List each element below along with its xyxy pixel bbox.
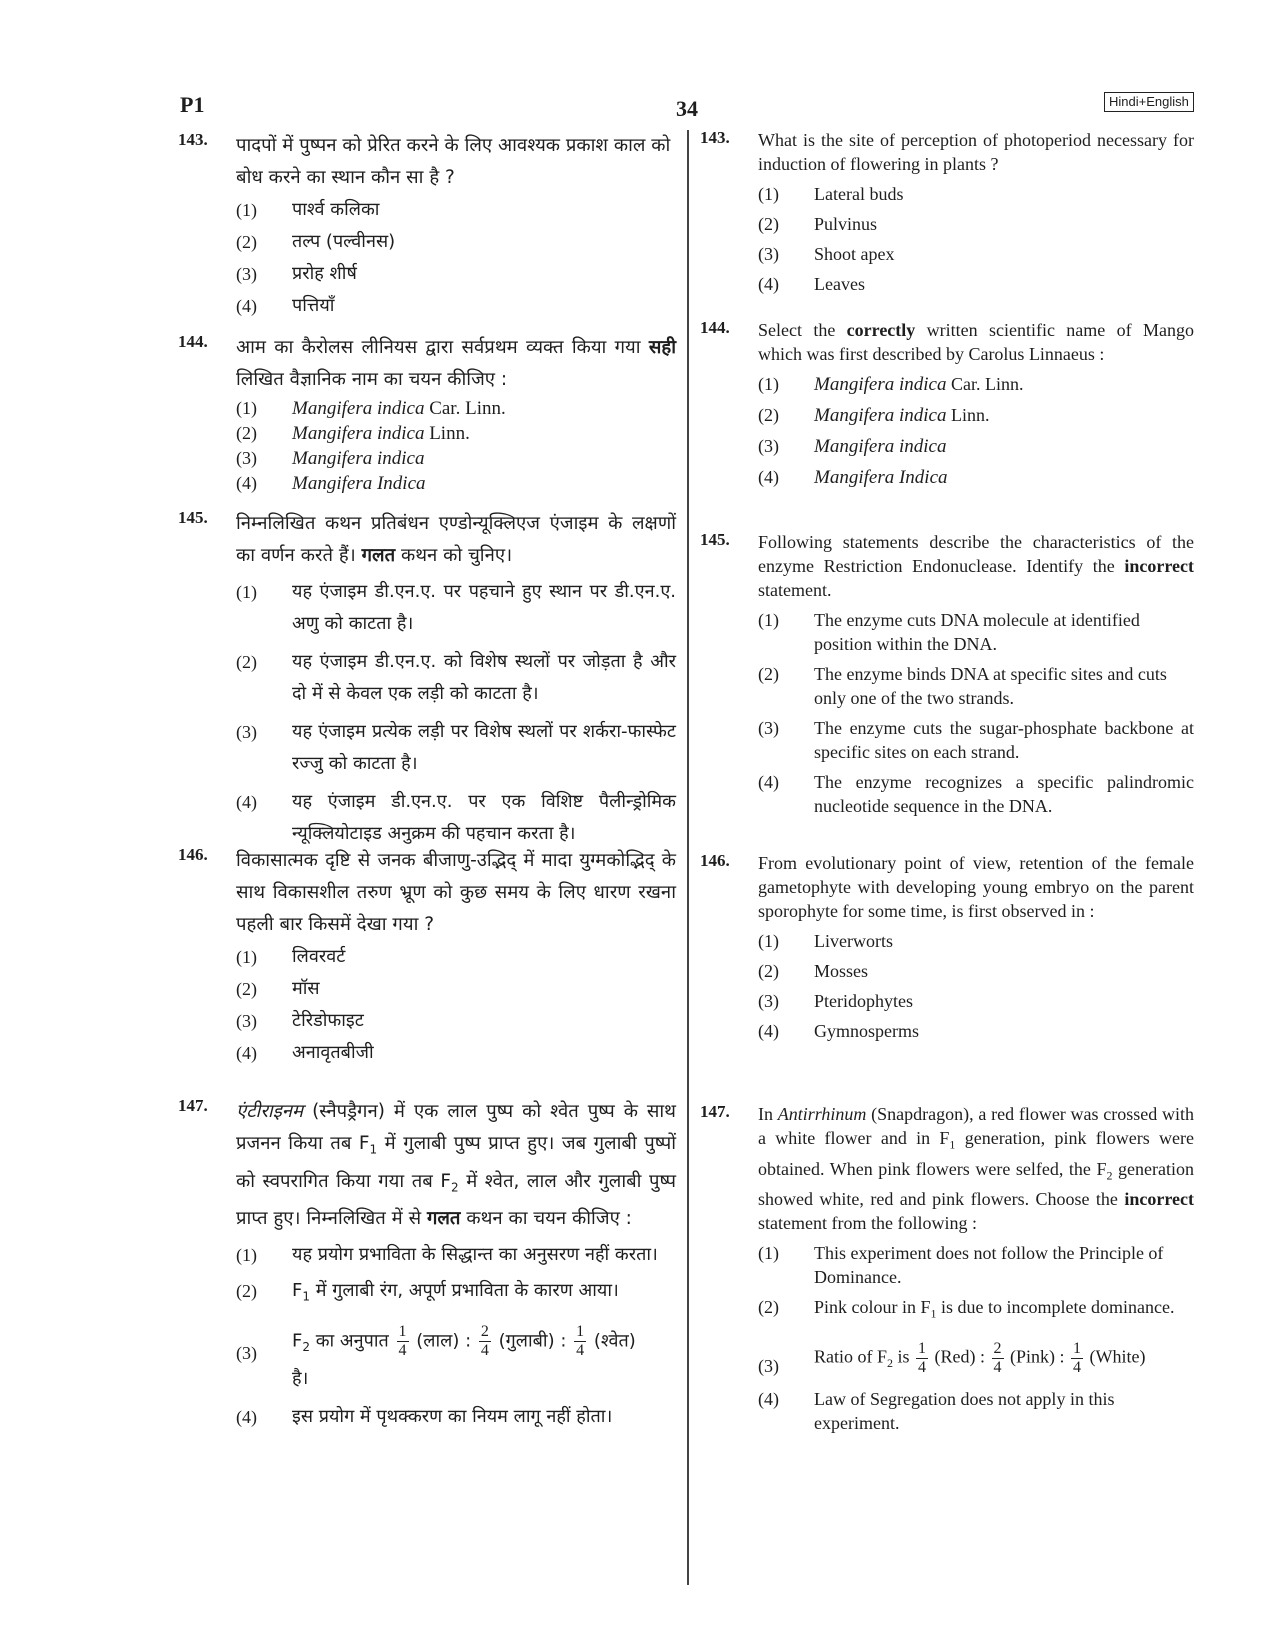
option-label: (3) <box>236 264 257 284</box>
text-part: F <box>292 1280 303 1302</box>
scientific-name: Mangifera indica <box>292 448 425 469</box>
option-text: Mosses <box>814 961 869 981</box>
option-label: (4) <box>758 274 779 294</box>
option-1 <box>178 941 676 973</box>
question-number: 146. <box>700 851 730 870</box>
question-text: From evolutionary point of view, retention of the female gametophyte with developing young embryo on the parent sporophyte for some time, is first observed in : <box>758 853 1194 921</box>
text-part: (White) <box>1085 1346 1146 1367</box>
subscript: 1 <box>369 1142 378 1157</box>
question-number: 146. <box>178 845 208 864</box>
question-number: 144. <box>178 332 208 351</box>
option-2 <box>178 1275 676 1313</box>
option-text: पार्श्व कलिका <box>292 199 380 220</box>
question-number: 147. <box>700 1102 730 1121</box>
option-1 <box>700 608 1194 656</box>
option-text: Linn. <box>946 405 990 425</box>
text-part: निम्नलिखित कथन प्रतिबंधन एण्डोन्यूक्लिएज एंजाइम के लक्षणों का वर्णन करते हैं। <box>236 513 676 566</box>
option-text: यह एंजाइम डी.एन.ए. पर एक विशिष्ट पैलीन्ड्रोमिक न्यूक्लियोटाइड अनुक्रम की पहचान करता है। <box>292 791 676 844</box>
option-label: (4) <box>236 473 257 493</box>
scientific-name: Mangifera indica <box>292 423 425 444</box>
scientific-name: Mangifera Indica <box>814 467 948 488</box>
option-label: (2) <box>758 664 779 684</box>
option-text: यह एंजाइम डी.एन.ए. को विशेष स्थलों पर जोड़ता है और दो में से केवल एक लड़ी को काटता है। <box>292 651 676 704</box>
option-label: (3) <box>758 991 779 1011</box>
option-2 <box>700 212 1194 236</box>
option-text: पत्तियाँ <box>292 295 335 316</box>
question-143-english <box>700 128 1194 296</box>
option-4 <box>178 1401 676 1433</box>
question-text <box>758 318 1194 366</box>
question-text <box>236 332 676 396</box>
option-label: (1) <box>758 1243 779 1264</box>
option-label: (2) <box>758 405 779 425</box>
subscript: 1 <box>930 1306 937 1321</box>
option-2 <box>700 959 1194 983</box>
fraction-one-fourth: $\frac{1}{4}$ <box>576 1322 585 1359</box>
option-text: Gymnosperms <box>814 1021 919 1041</box>
keyword: गलत <box>426 1208 461 1230</box>
text-part: (श्वेत) <box>588 1330 636 1352</box>
option-3 <box>178 1323 676 1395</box>
text-part: (लाल) : <box>410 1330 477 1352</box>
option-label: (3) <box>758 244 779 264</box>
text-part: (Red) : <box>930 1346 990 1367</box>
option-label: (3) <box>758 436 779 456</box>
text-part: में श्वेत, लाल और गुलाबी पुष्प प्राप्त हुए। निम्नलिखित में से <box>236 1170 676 1230</box>
text-part: (Pink) : <box>1005 1346 1070 1367</box>
question-146-hindi <box>178 845 676 1069</box>
option-label: (2) <box>758 1297 779 1318</box>
option-4 <box>178 786 676 850</box>
scientific-name: Mangifera indica <box>814 405 947 426</box>
option-4 <box>700 272 1194 296</box>
option-text: मॉस <box>292 978 320 999</box>
scientific-name: Antirrhinum <box>777 1104 867 1124</box>
column-divider <box>687 130 689 1585</box>
subscript: 2 <box>1106 1168 1113 1183</box>
question-text: What is the site of perception of photoperiod necessary for induction of flowering in plants ? <box>758 130 1194 174</box>
option-text: The enzyme cuts the sugar-phosphate backbone at specific sites on each strand. <box>814 718 1194 762</box>
option-text: Leaves <box>814 274 865 294</box>
option-label: (4) <box>236 1407 257 1428</box>
option-1 <box>700 182 1194 206</box>
keyword: सही <box>648 337 676 358</box>
scientific-name: एंटीराइनम <box>236 1101 304 1122</box>
question-number: 143. <box>700 128 730 147</box>
option-label: (4) <box>236 792 257 812</box>
option-4 <box>178 471 676 496</box>
option-1 <box>700 1241 1194 1289</box>
text-part: Pink colour in F <box>814 1297 931 1318</box>
language-badge: Hindi+English <box>1104 92 1194 112</box>
option-text: Pulvinus <box>814 214 878 234</box>
text-part: आम का कैरोलस लीनियस द्वारा सर्वप्रथम व्यक्त किया गया <box>236 337 649 358</box>
text-part: कथन का चयन कीजिए : <box>460 1208 632 1230</box>
option-3 <box>178 446 676 471</box>
option-text: टेरिडोफाइट <box>292 1010 364 1031</box>
option-text: इस प्रयोग में पृथक्करण का नियम लागू नहीं होता। <box>292 1406 613 1428</box>
option-label: (1) <box>236 947 257 967</box>
scientific-name: Mangifera indica <box>814 436 947 457</box>
option-label: (3) <box>758 718 779 738</box>
option-2 <box>700 403 1194 428</box>
option-label: (4) <box>758 1021 779 1041</box>
option-label: (2) <box>236 979 257 999</box>
option-label: (1) <box>758 931 779 951</box>
option-label: (4) <box>758 772 779 792</box>
question-147-hindi <box>178 1096 676 1433</box>
question-number: 144. <box>700 318 730 337</box>
option-text: The enzyme recognizes a specific palindromic nucleotide sequence in the DNA. <box>814 772 1194 816</box>
question-147-english <box>700 1102 1194 1435</box>
option-text: Pteridophytes <box>814 991 913 1011</box>
question-number: 145. <box>178 508 208 527</box>
text-part: statement. <box>758 580 832 600</box>
option-text: This experiment does not follow the Principle of Dominance. <box>814 1243 1164 1288</box>
text-part: Following statements describe the characteristics of the enzyme Restriction Endonuclease. Identify the <box>758 532 1194 576</box>
option-2 <box>178 973 676 1005</box>
option-3 <box>700 1340 1194 1377</box>
text-part: generation, pink flowers were obtained. When pink flowers were selfed, the F <box>758 1128 1195 1179</box>
option-label: (4) <box>236 1043 257 1063</box>
option-1 <box>178 1239 676 1271</box>
option-label: (3) <box>236 448 257 468</box>
fraction-one-fourth: $\frac{1}{4}$ <box>398 1322 407 1359</box>
question-145-hindi <box>178 508 676 850</box>
text-part: में गुलाबी रंग, अपूर्ण प्रभाविता के कारण आया। <box>310 1280 619 1302</box>
subscript: 1 <box>302 1289 310 1304</box>
text-part: (गुलाबी) : <box>492 1330 573 1352</box>
subscript: 2 <box>302 1340 310 1355</box>
question-number: 143. <box>178 130 208 149</box>
option-1 <box>178 396 676 421</box>
option-2 <box>700 1295 1194 1326</box>
option-text: अनावृतबीजी <box>292 1042 374 1063</box>
option-3 <box>178 716 676 780</box>
option-label: (1) <box>758 610 779 630</box>
keyword: incorrect <box>1124 1189 1194 1210</box>
question-146-english <box>700 851 1194 1043</box>
option-label: (2) <box>236 1281 257 1302</box>
option-4 <box>700 465 1194 490</box>
question-text <box>758 1102 1194 1235</box>
text-part: में गुलाबी पुष्प प्राप्त हुए। जब गुलाबी पुष्पों को स्वपरागित किया गया तब F <box>236 1133 676 1192</box>
option-text: Linn. <box>424 423 470 444</box>
option-label: (3) <box>758 1355 779 1376</box>
text-part: generation showed white, red and pink flowers. Choose the <box>758 1158 1194 1210</box>
option-text: Car. Linn. <box>424 398 506 419</box>
text-part: written scientific name of Mango which was first described by Carolus Linnaeus : <box>758 320 1194 364</box>
option-text: तल्प (पल्वीनस) <box>292 231 396 252</box>
question-number: 145. <box>700 530 730 549</box>
text-part: है। <box>292 1368 309 1390</box>
question-text <box>236 1096 676 1235</box>
option-label: (2) <box>236 423 257 443</box>
option-label: (1) <box>236 582 257 602</box>
option-label: (1) <box>758 184 779 204</box>
option-text: Shoot apex <box>814 244 895 264</box>
scientific-name: Mangifera Indica <box>292 473 426 494</box>
question-text <box>758 530 1194 602</box>
option-label: (2) <box>236 232 257 252</box>
page-number: 34 <box>676 96 698 121</box>
option-label: (3) <box>236 1011 257 1031</box>
option-2 <box>700 662 1194 710</box>
option-label: (1) <box>236 1245 257 1266</box>
keyword: correctly <box>846 320 916 340</box>
option-4 <box>700 1387 1194 1435</box>
option-text: The enzyme cuts DNA molecule at identified position within the DNA. <box>814 610 1140 654</box>
option-1 <box>700 372 1194 397</box>
option-4 <box>178 290 676 322</box>
fraction-two-fourth: $\frac{2}{4}$ <box>993 1339 1002 1376</box>
option-4 <box>178 1037 676 1069</box>
option-label: (1) <box>236 398 257 418</box>
text-part: (Snapdragon), a red flower was crossed with a white flower and in F <box>758 1104 1194 1148</box>
option-text: लिवरवर्ट <box>292 946 346 967</box>
option-4 <box>700 1019 1194 1043</box>
option-3 <box>700 434 1194 459</box>
option-label: (4) <box>758 1388 779 1409</box>
option-text: Law of Segregation does not apply in this experiment. <box>814 1388 1115 1433</box>
text-part: का अनुपात <box>310 1330 395 1352</box>
option-text: यह एंजाइम प्रत्येक लड़ी पर विशेष स्थलों पर शर्करा-फास्फेट रज्जु को काटता है। <box>292 721 676 774</box>
option-text: प्ररोह शीर्ष <box>292 263 357 284</box>
question-text <box>236 508 676 572</box>
option-4 <box>700 770 1194 818</box>
text-part: कथन को चुनिए। <box>395 545 513 566</box>
option-label: (4) <box>236 296 257 316</box>
fraction-one-fourth: $\frac{1}{4}$ <box>1073 1339 1082 1376</box>
text-part: Select the <box>758 320 847 340</box>
option-label: (2) <box>758 214 779 234</box>
option-label: (1) <box>236 200 257 220</box>
question-143-hindi <box>178 130 676 322</box>
option-label: (1) <box>758 374 779 394</box>
fraction-one-fourth: $\frac{1}{4}$ <box>918 1339 927 1376</box>
option-text: The enzyme binds DNA at specific sites and cuts only one of the two strands. <box>814 664 1167 708</box>
option-2 <box>178 226 676 258</box>
option-label: (2) <box>758 961 779 981</box>
text-part: is due to incomplete dominance. <box>936 1297 1175 1318</box>
text-part: (स्नैपड्रैगन) में एक लाल पुष्प को श्वेत पुष्प के साथ प्रजनन किया तब F <box>236 1101 676 1154</box>
keyword: incorrect <box>1124 556 1194 576</box>
text-part: लिखित वैज्ञानिक नाम का चयन कीजिए : <box>236 369 508 390</box>
option-text: Liverworts <box>814 931 893 951</box>
subscript: 2 <box>887 1356 894 1370</box>
question-144-hindi <box>178 332 676 496</box>
option-label: (3) <box>236 1342 257 1363</box>
scientific-name: Mangifera indica <box>292 398 425 419</box>
question-number: 147. <box>178 1096 208 1115</box>
page-code: P1 <box>180 92 205 117</box>
question-145-english <box>700 530 1194 818</box>
option-text: यह एंजाइम डी.एन.ए. पर पहचाने हुए स्थान पर डी.एन.ए. अणु को काटता है। <box>292 581 676 634</box>
option-2 <box>178 421 676 446</box>
option-1 <box>178 194 676 226</box>
option-3 <box>178 258 676 290</box>
option-3 <box>700 989 1194 1013</box>
subscript: 1 <box>949 1137 956 1152</box>
option-1 <box>700 929 1194 953</box>
text-part: is <box>893 1346 915 1367</box>
option-text: Lateral buds <box>814 184 904 204</box>
option-1 <box>178 576 676 640</box>
option-3 <box>700 716 1194 764</box>
option-label: (4) <box>758 467 779 487</box>
text-part: F <box>292 1330 303 1352</box>
option-3 <box>178 1005 676 1037</box>
fraction-two-fourth: $\frac{2}{4}$ <box>480 1322 489 1359</box>
option-label: (2) <box>236 652 257 672</box>
question-text: पादपों में पुष्पन को प्रेरित करने के लिए आवश्यक प्रकाश काल को बोध करने का स्थान कौन सा है ? <box>236 135 671 188</box>
option-label: (3) <box>236 722 257 742</box>
option-2 <box>178 646 676 710</box>
text-part: statement from the following : <box>758 1213 977 1234</box>
subscript: 2 <box>451 1180 459 1195</box>
text-part: Ratio of F <box>814 1346 888 1367</box>
scientific-name: Mangifera indica <box>814 374 947 395</box>
option-text: Car. Linn. <box>946 374 1024 394</box>
text-part: In <box>758 1104 778 1124</box>
question-144-english <box>700 318 1194 490</box>
keyword: गलत <box>361 545 396 566</box>
option-text: यह प्रयोग प्रभाविता के सिद्धान्त का अनुसरण नहीं करता। <box>292 1244 658 1266</box>
question-text: विकासात्मक दृष्टि से जनक बीजाणु-उद्भिद् में मादा युग्मकोद्भिद् के साथ विकासशील तरुण भ्रूण को कुछ समय के लिए धारण रखना पहली बार किसमें देखा गया ? <box>236 850 676 935</box>
option-3 <box>700 242 1194 266</box>
